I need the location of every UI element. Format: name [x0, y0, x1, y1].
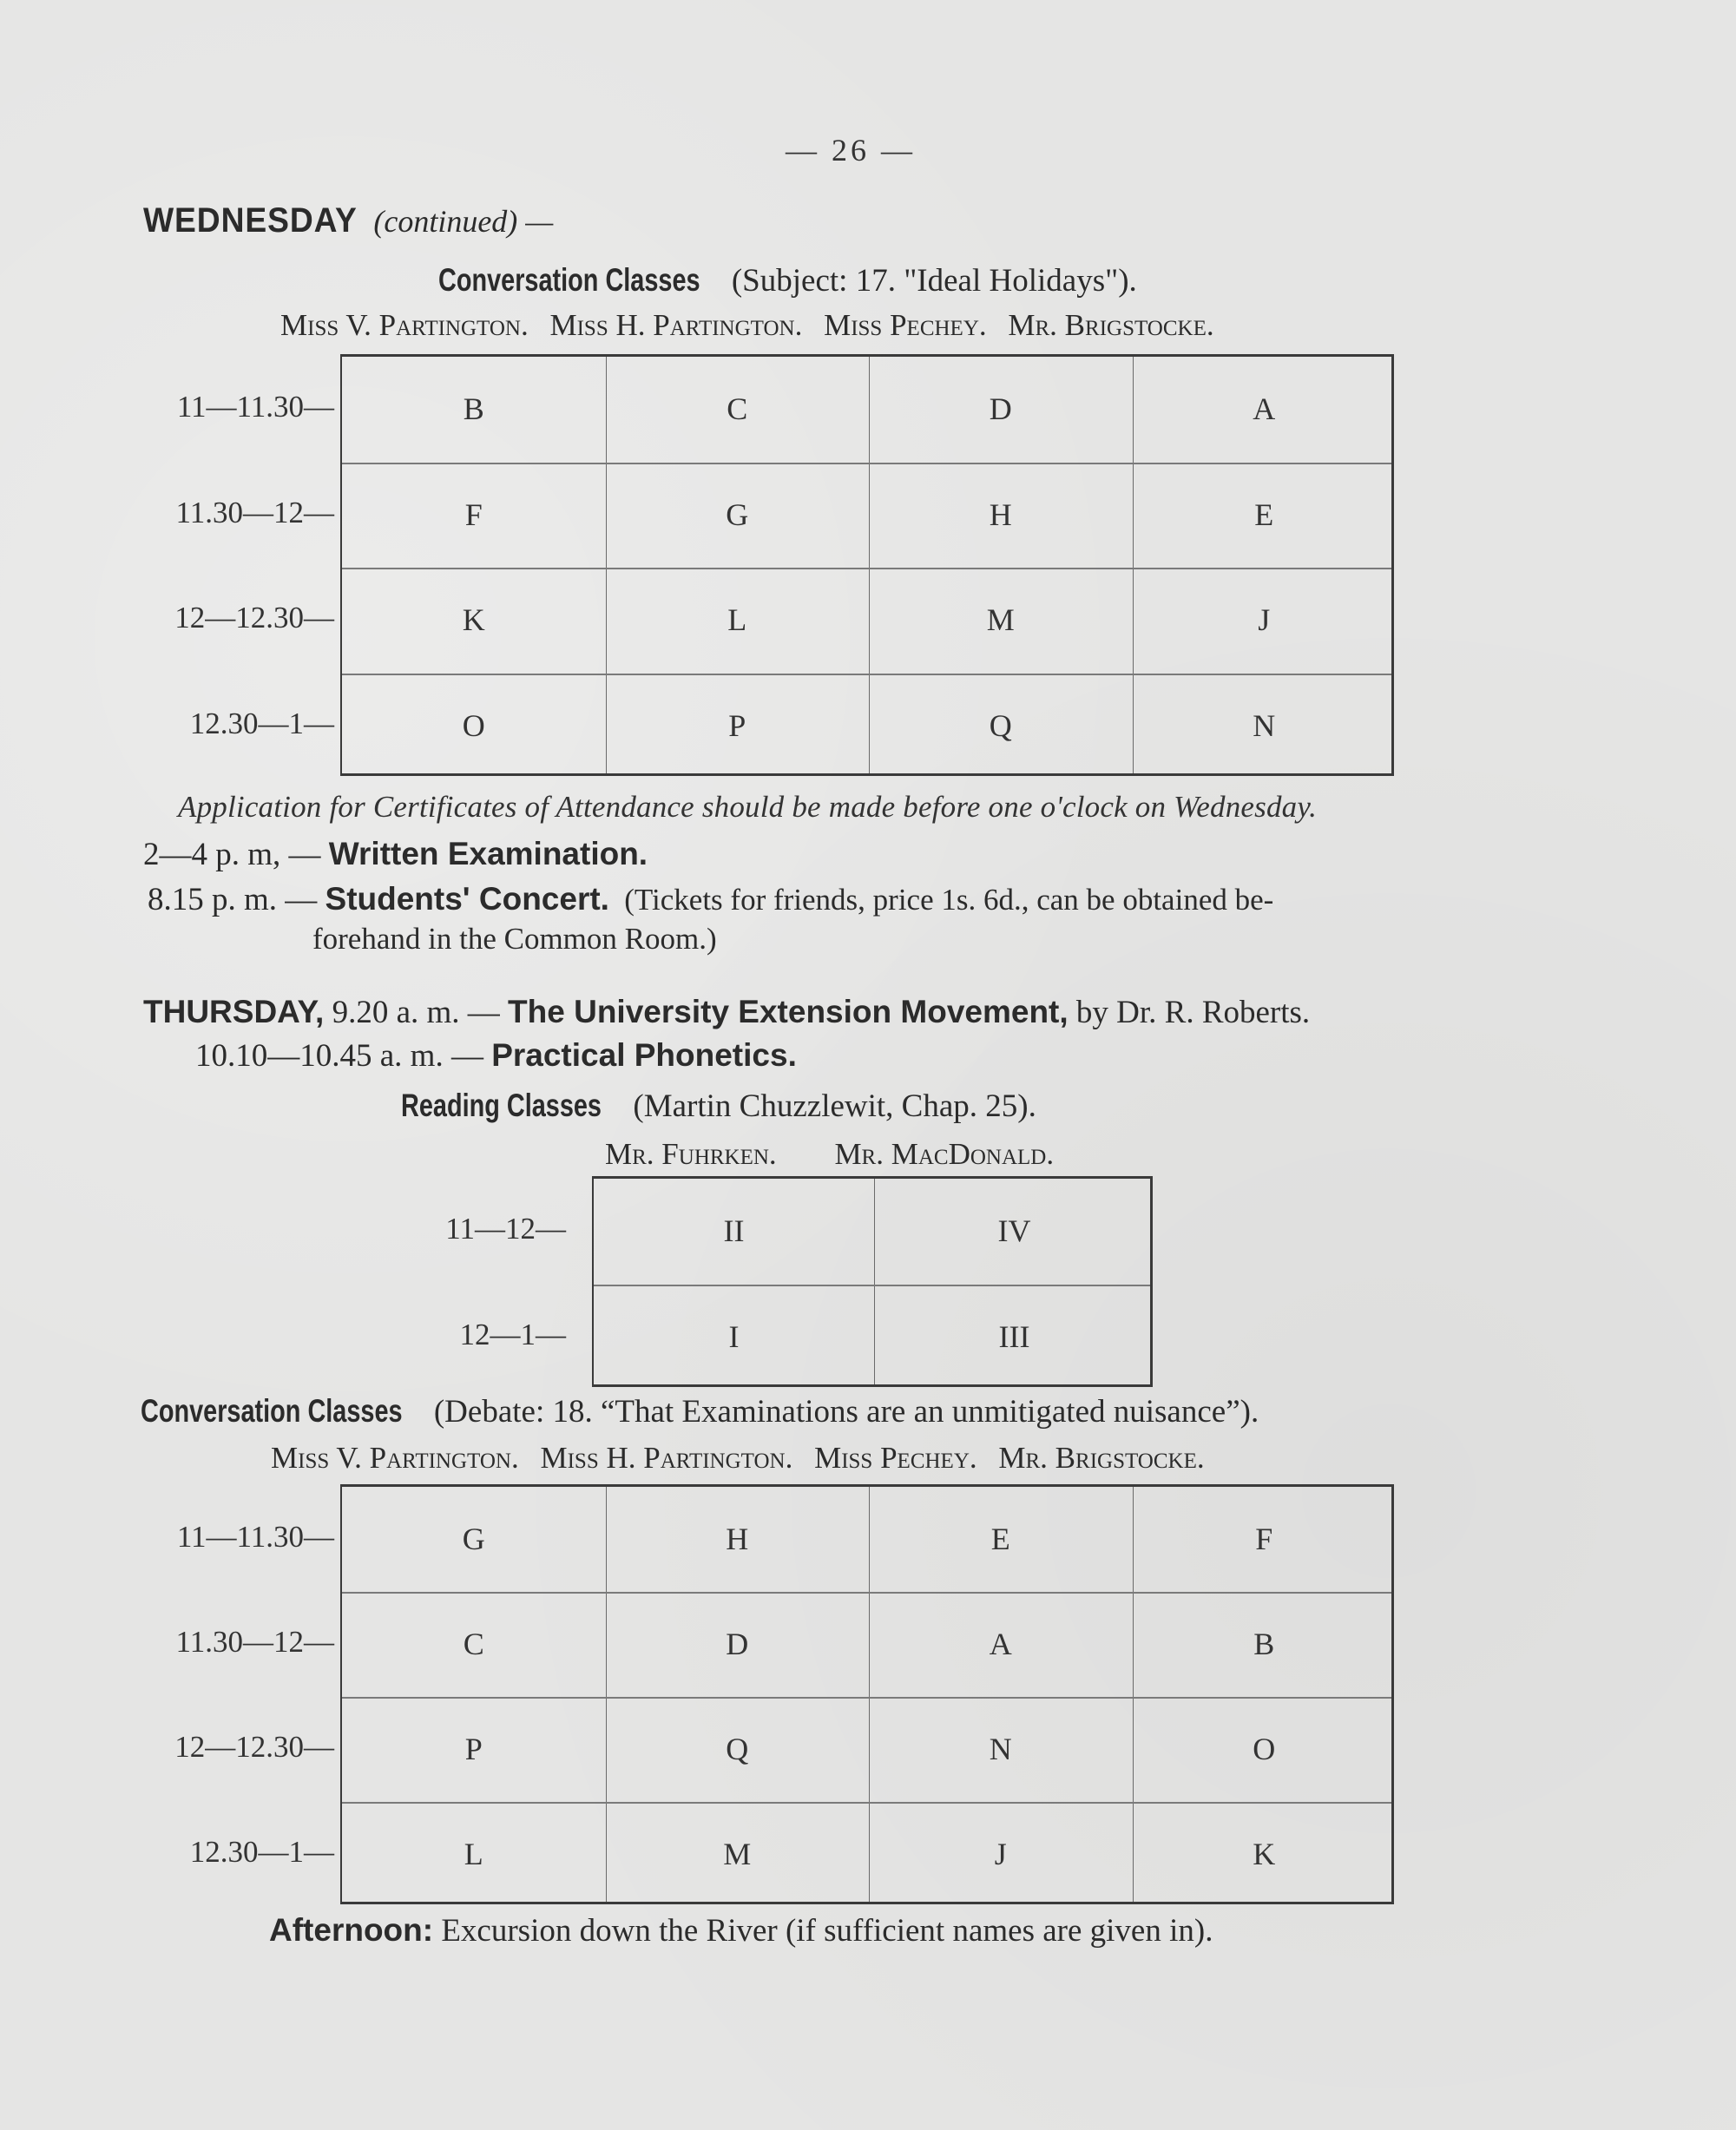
wednesday-heading: [143, 200, 553, 240]
teacher-name: Miss V. Partington.: [271, 1441, 519, 1475]
class-group-cell: G: [726, 496, 749, 532]
teacher-list: [280, 308, 1228, 343]
section-title: Reading Classes: [401, 1088, 602, 1123]
certificate-note: Application for Certificates of Attendance should be made before one o'clock on Wednesday.: [178, 790, 1318, 824]
event-students-concert: [148, 881, 1273, 918]
class-group-cell: B: [463, 391, 484, 426]
time-slot-label: 12—1—: [459, 1317, 566, 1351]
teacher-name: Miss H. Partington.: [540, 1441, 793, 1475]
reading-classes-heading: [401, 1088, 1036, 1125]
time-slot-label: 11—12—: [445, 1212, 566, 1246]
class-group-cell: F: [1255, 1522, 1273, 1556]
afternoon-excursion: [269, 1912, 1213, 1949]
time-slot-label: 12—12.30—: [174, 1730, 334, 1764]
teacher-list: [271, 1441, 1219, 1476]
class-group-cell: M: [986, 602, 1015, 637]
teacher-list: [605, 1137, 1054, 1172]
teacher-name: Miss V. Partington.: [280, 308, 529, 342]
time-slot-label: 11.30—12—: [175, 1625, 334, 1659]
class-group-cell: F: [464, 496, 483, 532]
class-group-cell: D: [989, 391, 1012, 426]
event-title: Written Examination.: [328, 836, 648, 871]
conversation-classes-heading: [141, 1393, 1259, 1430]
page-number: — 26 —: [786, 133, 916, 168]
schedule-grid-thursday-conversation: [340, 1484, 1394, 1904]
class-group-cell: H: [989, 496, 1012, 532]
time-slot-label: 11—11.30—: [176, 1520, 334, 1554]
event-speaker: by Dr. R. Roberts.: [1075, 995, 1311, 1030]
class-group-cell: J: [1258, 602, 1271, 637]
class-group-cell: C: [463, 1627, 484, 1661]
event-written-examination: [143, 836, 648, 873]
class-group-cell: J: [994, 1837, 1007, 1871]
section-subject: (Subject: 17. "Ideal Holidays").: [731, 263, 1137, 299]
section-title: Conversation Classes: [141, 1393, 403, 1429]
schedule-grid-thursday-reading: [592, 1176, 1153, 1387]
thursday-lecture: [143, 994, 1310, 1031]
time-slot-label: 12—12.30—: [174, 601, 334, 634]
teacher-name: Mr. Brigstocke.: [1008, 308, 1214, 342]
event-time: 8.15 p. m. —: [148, 882, 318, 917]
event-time: 10.10—10.45 a. m. —: [195, 1038, 483, 1074]
teacher-name: Miss Pechey.: [814, 1441, 977, 1475]
event-time: 9.20 a. m. —: [332, 995, 500, 1030]
teacher-name: Miss H. Partington.: [549, 308, 803, 342]
class-group-cell: III: [998, 1318, 1030, 1354]
class-group-cell: N: [989, 1732, 1012, 1766]
schedule-grid-wednesday-conversation: [340, 354, 1394, 776]
event-detail: (Tickets for friends, price 1s. 6d., can be obtained be-: [624, 883, 1274, 917]
class-group-cell: Q: [989, 707, 1012, 743]
class-group-cell: K: [462, 602, 485, 637]
class-group-cell: D: [726, 1627, 749, 1661]
teacher-name: Mr. Brigstocke.: [998, 1441, 1205, 1475]
teacher-name: Mr. MacDonald.: [834, 1137, 1055, 1171]
event-title: Students' Concert.: [325, 881, 609, 917]
time-slot-label: 11—11.30—: [176, 390, 334, 424]
teacher-name: Mr. Fuhrken.: [605, 1137, 777, 1171]
section-subject: (Debate: 18. “That Examinations are an unmitigated nuisance”).: [433, 1394, 1259, 1430]
day-title: THURSDAY,: [143, 994, 325, 1029]
time-slot-label: 12.30—1—: [189, 1835, 334, 1869]
event-title: The University Extension Movement,: [508, 994, 1069, 1029]
class-group-cell: C: [727, 391, 748, 426]
class-group-cell: Q: [726, 1732, 749, 1766]
event-practical-phonetics: [195, 1037, 797, 1075]
class-group-cell: N: [1253, 707, 1276, 743]
day-title: WEDNESDAY: [143, 201, 358, 240]
class-group-cell: O: [462, 707, 485, 743]
event-detail-continued: forehand in the Common Room.): [312, 922, 717, 956]
event-time: 2—4 p. m, —: [143, 837, 321, 872]
section-title: Conversation Classes: [438, 262, 700, 298]
time-slot-label: 12.30—1—: [189, 706, 334, 740]
class-group-cell: E: [990, 1522, 1010, 1556]
class-group-cell: O: [1253, 1732, 1276, 1766]
afternoon-label: Afternoon:: [269, 1912, 434, 1948]
continued-label: (continued) —: [373, 204, 554, 239]
class-group-cell: L: [464, 1837, 483, 1871]
class-group-cell: I: [728, 1318, 740, 1354]
conversation-classes-heading: [438, 262, 1137, 299]
time-slot-label: 11.30—12—: [175, 495, 334, 529]
section-subject: (Martin Chuzzlewit, Chap. 25).: [633, 1088, 1036, 1124]
class-group-cell: A: [1253, 391, 1276, 426]
afternoon-text: Excursion down the River (if sufficient names are given in).: [441, 1913, 1213, 1949]
teacher-name: Miss Pechey.: [824, 308, 987, 342]
event-title: Practical Phonetics.: [491, 1037, 797, 1073]
class-group-cell: G: [462, 1522, 485, 1556]
class-group-cell: L: [727, 602, 747, 637]
class-group-cell: IV: [997, 1213, 1031, 1248]
class-group-cell: M: [723, 1837, 752, 1871]
class-group-cell: II: [723, 1213, 745, 1248]
class-group-cell: P: [728, 707, 746, 743]
class-group-cell: H: [726, 1522, 749, 1556]
class-group-cell: E: [1254, 496, 1274, 532]
class-group-cell: B: [1253, 1627, 1275, 1661]
class-group-cell: K: [1253, 1837, 1276, 1871]
class-group-cell: A: [989, 1627, 1012, 1661]
class-group-cell: P: [464, 1732, 483, 1766]
